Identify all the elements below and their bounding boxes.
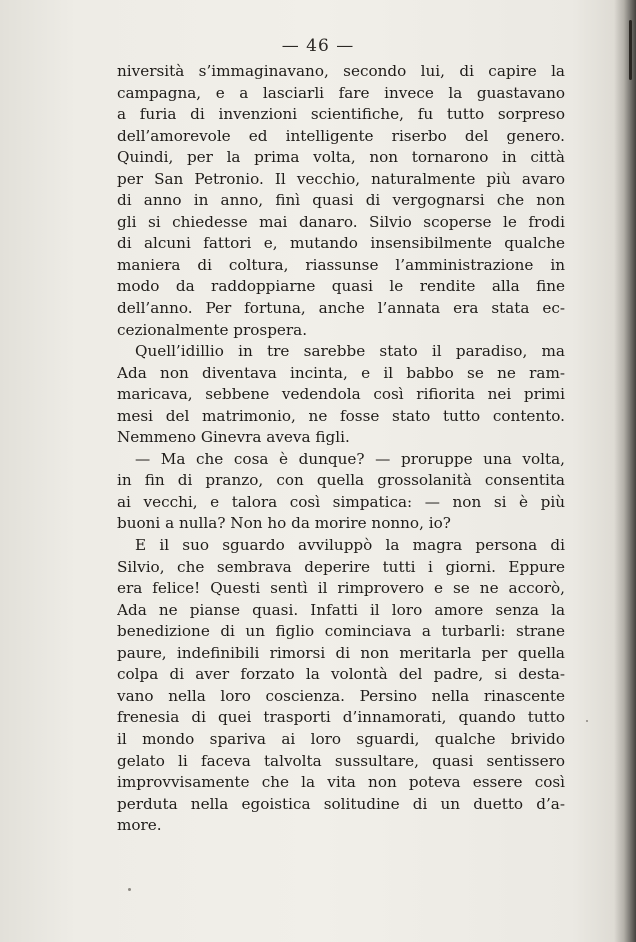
page-spine-shadow [614,0,636,942]
text-line: maricava, sebbene vedendola così rifiorita nei primi [117,385,565,404]
paper-speck [128,888,131,891]
text-line: Ada ne pianse quasi. Infatti il loro amore senza la [117,600,565,619]
text-line: Quindi, per la prima volta, non tornarono in città [117,148,565,167]
text-line: perduta nella egoistica solitudine di un duetto d’a- [117,794,565,813]
text-line: gli si chiedesse mai danaro. Silvio scoperse le frodi [117,212,565,231]
text-line: dell’amorevole ed intelligente riserbo del genero. [117,126,565,145]
text-line: a furia di invenzioni scientifiche, fu tutto sorpreso [117,105,565,124]
paper-speck [586,720,588,722]
text-line: campagna, e a lasciarli fare invece la guastavano [117,83,565,102]
text-line: era felice! Questi sentì il rimprovero e se ne accorò, [117,579,565,598]
text-line: buoni a nulla? Non ho da morire nonno, io? [117,514,451,533]
text-line: vano nella loro coscienza. Persino nella rinascente [117,686,565,705]
body-text [117,61,565,837]
text-line: Nemmeno Ginevra aveva figli. [117,428,350,447]
text-line: di anno in anno, finì quasi di vergognarsi che non [117,191,565,210]
text-line: il mondo spariva ai loro sguardi, qualche brivido [117,729,565,748]
text-line: modo da raddoppiarne quasi le rendite alla fine [117,277,565,296]
text-line: colpa di aver forzato la volontà del padre, si desta- [117,665,565,684]
text-line: mesi del matrimonio, ne fosse stato tutto contento. [117,406,565,425]
text-line: paure, indefinibili rimorsi di non meritarla per quella [117,643,565,662]
text-line: Silvio, che sembrava deperire tutti i giorni. Eppure [117,557,565,576]
text-line: Ada non diventava incinta, e il babbo se ne ram- [117,363,565,382]
text-line: dell’anno. Per fortuna, anche l’annata era stata ec- [117,299,565,318]
text-line: gelato li faceva talvolta sussultare, quasi sentissero [117,751,565,770]
text-line: more. [117,816,162,835]
text-line: di alcuni fattori e, mutando insensibilmente qualche [117,234,565,253]
text-line: — Ma che cosa è dunque? — proruppe una volta, [135,449,565,468]
text-line: ai vecchi, e talora così simpatica: — non si è più [117,492,565,511]
text-line: in fin di pranzo, con quella grossolanità consentita [117,471,565,490]
text-line: improvvisamente che la vita non poteva essere così [117,773,565,792]
text-line: benedizione di un figlio cominciava a turbarli: strane [117,622,565,641]
text-line: frenesia di quei trasporti d’innamorati, quando tutto [117,708,565,727]
text-line: maniera di coltura, riassunse l’amministrazione in [117,255,565,274]
text-line: niversità s’immaginavano, secondo lui, di capire la [117,62,565,80]
page-number: — 46 — [281,36,355,56]
text-line: cezionalmente prospera. [117,320,308,339]
text-line: E il suo sguardo avviluppò la magra persona di [135,536,565,555]
text-line: Quell’idillio in tre sarebbe stato il paradiso, ma [135,342,565,361]
text-line: per San Petronio. Il vecchio, naturalmente più avaro [117,169,565,188]
